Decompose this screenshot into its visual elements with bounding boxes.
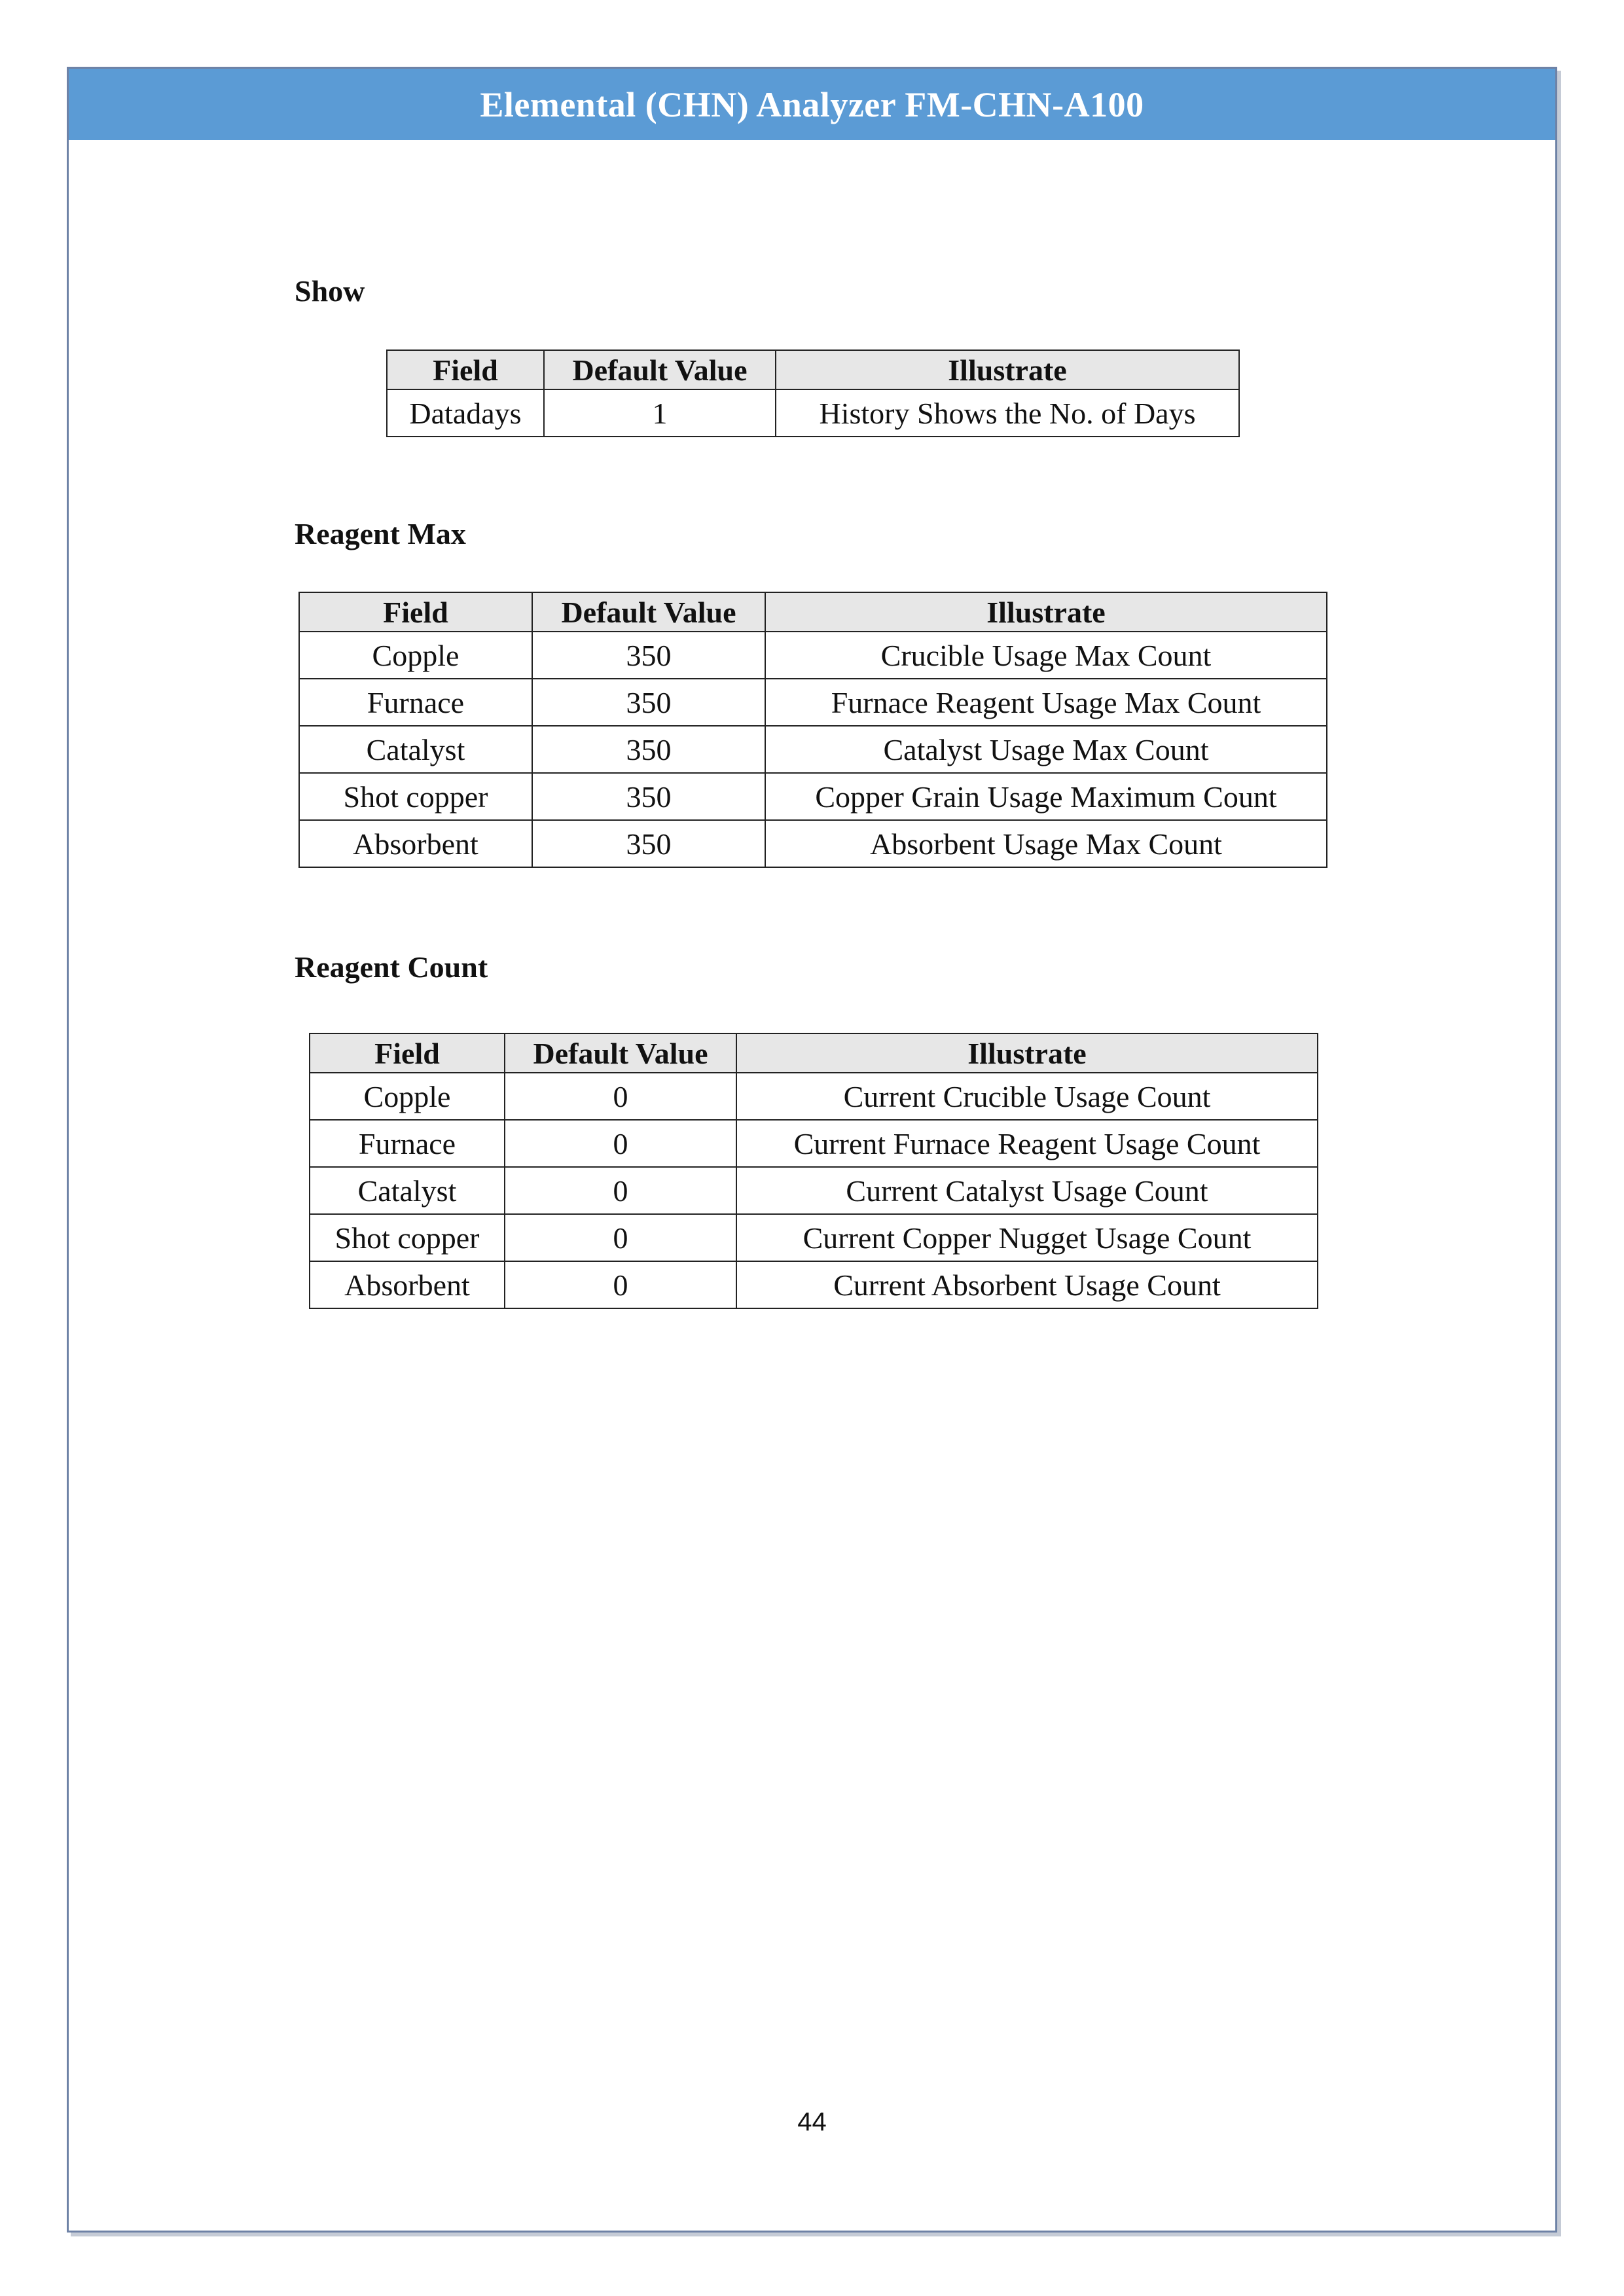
illustrate-cell: History Shows the No. of Days [776,389,1239,437]
field-cell: Absorbent [310,1261,505,1308]
illustrate-cell: Crucible Usage Max Count [765,632,1327,679]
column-header: Default Value [544,350,776,389]
section-heading-reagent-max: Reagent Max [295,517,466,550]
column-header: Field [387,350,544,389]
default-value-cell: 0 [505,1214,736,1261]
illustrate-cell: Current Copper Nugget Usage Count [736,1214,1318,1261]
default-value-cell: 350 [532,679,765,726]
document-header [69,69,1555,140]
illustrate-cell: Current Furnace Reagent Usage Count [736,1120,1318,1167]
table-row [299,820,1327,867]
field-cell: Shot copper [310,1214,505,1261]
field-cell: Furnace [299,679,532,726]
table-row [299,773,1327,820]
field-cell: Copple [310,1073,505,1120]
column-header: Illustrate [776,350,1239,389]
table-header-row [310,1033,1318,1073]
illustrate-cell: Absorbent Usage Max Count [765,820,1327,867]
table-row [310,1120,1318,1167]
field-cell: Furnace [310,1120,505,1167]
field-cell: Shot copper [299,773,532,820]
table-row [310,1261,1318,1308]
illustrate-cell: Current Crucible Usage Count [736,1073,1318,1120]
table-row [299,632,1327,679]
reagent-max-table [298,592,1327,868]
table-header-row [299,592,1327,632]
illustrate-cell: Furnace Reagent Usage Max Count [765,679,1327,726]
field-cell: Catalyst [299,726,532,773]
section-heading-reagent-count: Reagent Count [295,950,488,984]
default-value-cell: 350 [532,632,765,679]
table-row [299,679,1327,726]
field-cell: Absorbent [299,820,532,867]
illustrate-cell: Catalyst Usage Max Count [765,726,1327,773]
table-row [310,1073,1318,1120]
section-heading-show: Show [295,274,365,308]
illustrate-cell: Current Catalyst Usage Count [736,1167,1318,1214]
default-value-cell: 350 [532,726,765,773]
field-cell: Catalyst [310,1167,505,1214]
default-value-cell: 0 [505,1073,736,1120]
default-value-cell: 350 [532,820,765,867]
table-header-row [387,350,1239,389]
column-header: Default Value [532,592,765,632]
page-number: 44 [797,2108,827,2136]
table-row [310,1167,1318,1214]
column-header: Field [310,1033,505,1073]
table-row [310,1214,1318,1261]
illustrate-cell: Current Absorbent Usage Count [736,1261,1318,1308]
field-cell: Datadays [387,389,544,437]
reagent-count-table [309,1033,1318,1309]
illustrate-cell: Copper Grain Usage Maximum Count [765,773,1327,820]
show-table [386,350,1240,437]
column-header: Illustrate [765,592,1327,632]
default-value-cell: 350 [532,773,765,820]
column-header: Illustrate [736,1033,1318,1073]
default-value-cell: 0 [505,1167,736,1214]
table-row [387,389,1239,437]
column-header: Field [299,592,532,632]
column-header: Default Value [505,1033,736,1073]
field-cell: Copple [299,632,532,679]
default-value-cell: 0 [505,1120,736,1167]
default-value-cell: 0 [505,1261,736,1308]
document-title: Elemental (CHN) Analyzer FM-CHN-A100 [480,84,1144,124]
table-row [299,726,1327,773]
default-value-cell: 1 [544,389,776,437]
